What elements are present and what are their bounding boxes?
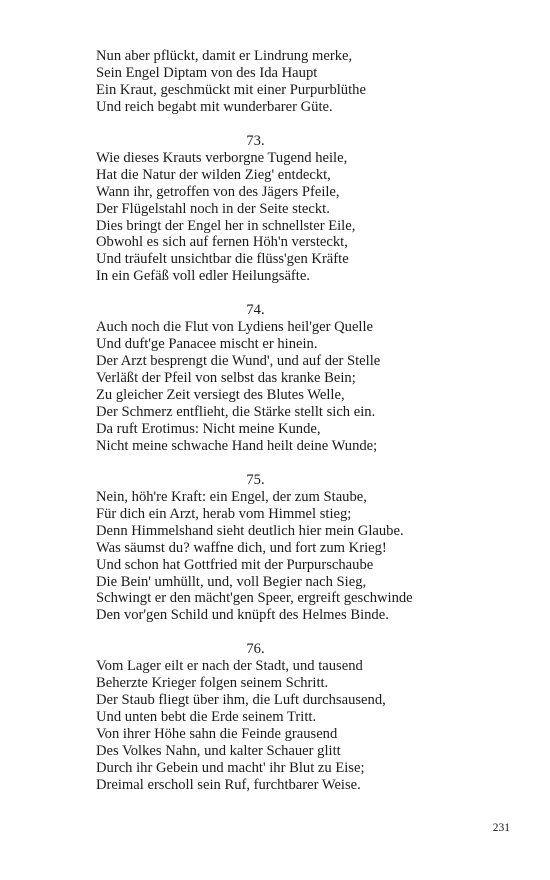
verse-line: Vom Lager eilt er nach der Stadt, und tausend (96, 658, 363, 675)
verse-line: Verläßt der Pfeil von selbst das kranke Bein; (96, 370, 356, 387)
stanza-number: 74. (246, 302, 265, 319)
stanza-76 (96, 641, 496, 794)
verse-line: Da ruft Erotimus: Nicht meine Kunde, (96, 420, 321, 437)
poem-text (96, 48, 496, 794)
stanza-number: 73. (246, 132, 265, 149)
stanza-75 (96, 472, 496, 625)
page-number: 231 (492, 822, 510, 834)
stanza-number: 75. (246, 471, 265, 488)
verse-line: Dreimal erscholl sein Ruf, furchtbarer Weise. (96, 776, 361, 793)
verse-line: Nun aber pflückt, damit er Lindrung merke, (96, 48, 353, 64)
verse-line: Die Bein' umhüllt, und, voll Begier nach Sieg, (96, 573, 367, 590)
verse-line: Denn Himmelshand sieht deutlich hier mein Glaube. (96, 522, 404, 539)
verse-line: Für dich ein Arzt, herab vom Himmel stieg; (96, 505, 352, 522)
verse-line: Der Flügelstahl noch in der Seite steckt. (96, 200, 330, 217)
verse-line: Der Staub fliegt über ihm, die Luft durchsausend, (96, 692, 386, 709)
stanza-72-continued (96, 48, 496, 116)
verse-line: Durch ihr Gebein und macht' ihr Blut zu Eise; (96, 759, 365, 776)
verse-line: Sein Engel Diptam von des Ida Haupt (96, 64, 318, 81)
verse-line: Nicht meine schwache Hand heilt deine Wunde; (96, 437, 378, 454)
verse-line: Von ihrer Höhe sahn die Feinde grausend (96, 726, 338, 743)
verse-line: Schwingt er den mächt'gen Speer, ergreift geschwinde (96, 590, 413, 607)
verse-line: Dies bringt der Engel her in schnellster Eile, (96, 217, 356, 234)
verse-line: Obwohl es sich auf fernen Höh'n versteckt, (96, 234, 348, 251)
stanza-number: 76. (246, 641, 265, 658)
verse-line: In ein Gefäß voll edler Heilungsäfte. (96, 268, 310, 285)
stanza-73 (96, 133, 496, 286)
verse-line: Der Arzt besprengt die Wund', und auf der Stelle (96, 353, 381, 370)
verse-line: Wann ihr, getroffen von des Jägers Pfeile, (96, 183, 340, 200)
verse-line: Und träufelt unsichtbar die flüss'gen Kräfte (96, 251, 349, 268)
verse-line: Beherzte Krieger folgen seinem Schritt. (96, 675, 329, 692)
verse-line: Und unten bebt die Erde seinem Tritt. (96, 709, 317, 726)
verse-line: Zu gleicher Zeit versiegt des Blutes Welle, (96, 387, 345, 404)
verse-line: Und reich begabt mit wunderbarer Güte. (96, 98, 333, 115)
stanza-74 (96, 302, 496, 455)
verse-line: Hat die Natur der wilden Zieg' entdeckt, (96, 166, 331, 183)
verse-line: Auch noch die Flut von Lydiens heil'ger Quelle (96, 319, 374, 336)
verse-line: Und duft'ge Panacee mischt er hinein. (96, 336, 318, 353)
verse-line: Ein Kraut, geschmückt mit einer Purpurblüthe (96, 81, 366, 98)
verse-line: Wie dieses Krauts verborgne Tugend heile, (96, 149, 348, 166)
verse-line: Was säumst du? waffne dich, und fort zum Krieg! (96, 539, 387, 556)
verse-line: Den vor'gen Schild und knüpft des Helmes Binde. (96, 607, 389, 624)
verse-line: Des Volkes Nahn, und kalter Schauer glitt (96, 743, 341, 760)
verse-line: Und schon hat Gottfried mit der Purpurschaube (96, 556, 374, 573)
verse-line: Der Schmerz entflieht, die Stärke stellt sich ein. (96, 403, 376, 420)
verse-line: Nein, höh're Kraft: ein Engel, der zum Staube, (96, 488, 367, 505)
